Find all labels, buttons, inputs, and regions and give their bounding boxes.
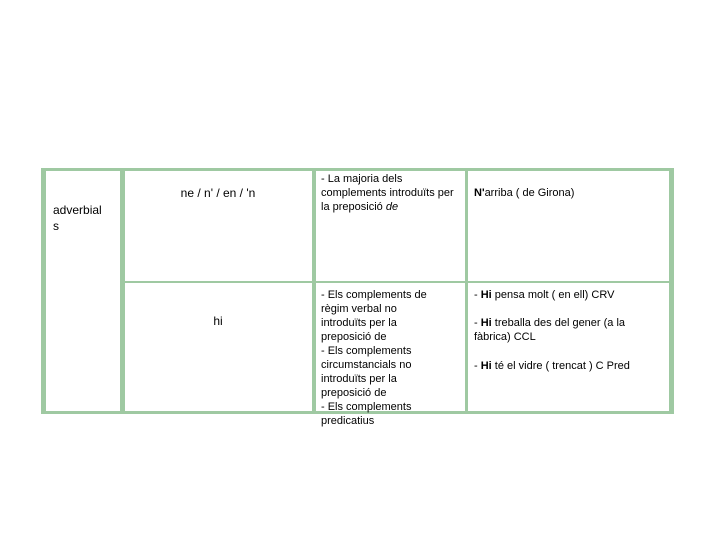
description-line: preposició de bbox=[321, 387, 387, 399]
example-bold: Hi bbox=[480, 289, 492, 301]
description-line: introduïts per la bbox=[321, 317, 397, 329]
example-hi-3 bbox=[474, 359, 664, 373]
description-line: predicatius bbox=[321, 415, 375, 427]
example-bold: Hi bbox=[480, 317, 492, 329]
example-prefix: - bbox=[474, 360, 481, 372]
table-left-border bbox=[41, 168, 46, 414]
example-bold: N' bbox=[474, 187, 485, 199]
example-text: pensa molt ( en ell) CRV bbox=[491, 289, 615, 301]
column-divider-2 bbox=[312, 168, 316, 414]
column-divider-3 bbox=[465, 168, 468, 414]
row-divider bbox=[124, 281, 674, 283]
pronoun-hi: hi bbox=[213, 314, 223, 328]
description-hi bbox=[321, 288, 461, 428]
description-line: circumstancials no bbox=[321, 359, 412, 371]
description-line: preposició de bbox=[321, 331, 387, 343]
example-text: arriba ( de Girona) bbox=[484, 187, 575, 199]
pronoun-ne: ne / n' / en / 'n bbox=[180, 186, 256, 200]
description-emphasis: de bbox=[385, 201, 399, 213]
description-line: règim verbal no bbox=[321, 303, 397, 315]
description-line: - Els complements de bbox=[321, 289, 427, 301]
example-hi-2 bbox=[474, 316, 664, 344]
column-divider-1 bbox=[120, 168, 125, 414]
table-top-border bbox=[41, 168, 674, 171]
example-prefix: - bbox=[474, 317, 481, 329]
example-prefix: - bbox=[474, 289, 481, 301]
example-ne bbox=[474, 186, 664, 200]
description-ne bbox=[321, 172, 457, 214]
example-text: té el vidre ( trencat ) C Pred bbox=[491, 360, 630, 372]
description-text: - La majoria dels complements introduïts per la preposició bbox=[321, 173, 454, 213]
example-hi-1 bbox=[474, 288, 664, 302]
example-text: treballa des del gener (a la fàbrica) CCL bbox=[474, 317, 626, 343]
description-line: introduïts per la bbox=[321, 373, 397, 385]
description-line: - Els complements bbox=[321, 401, 412, 413]
table-right-border bbox=[669, 168, 674, 414]
category-label: adverbial s bbox=[53, 203, 102, 233]
example-bold: Hi bbox=[480, 360, 492, 372]
description-line: - Els complements bbox=[321, 345, 412, 357]
